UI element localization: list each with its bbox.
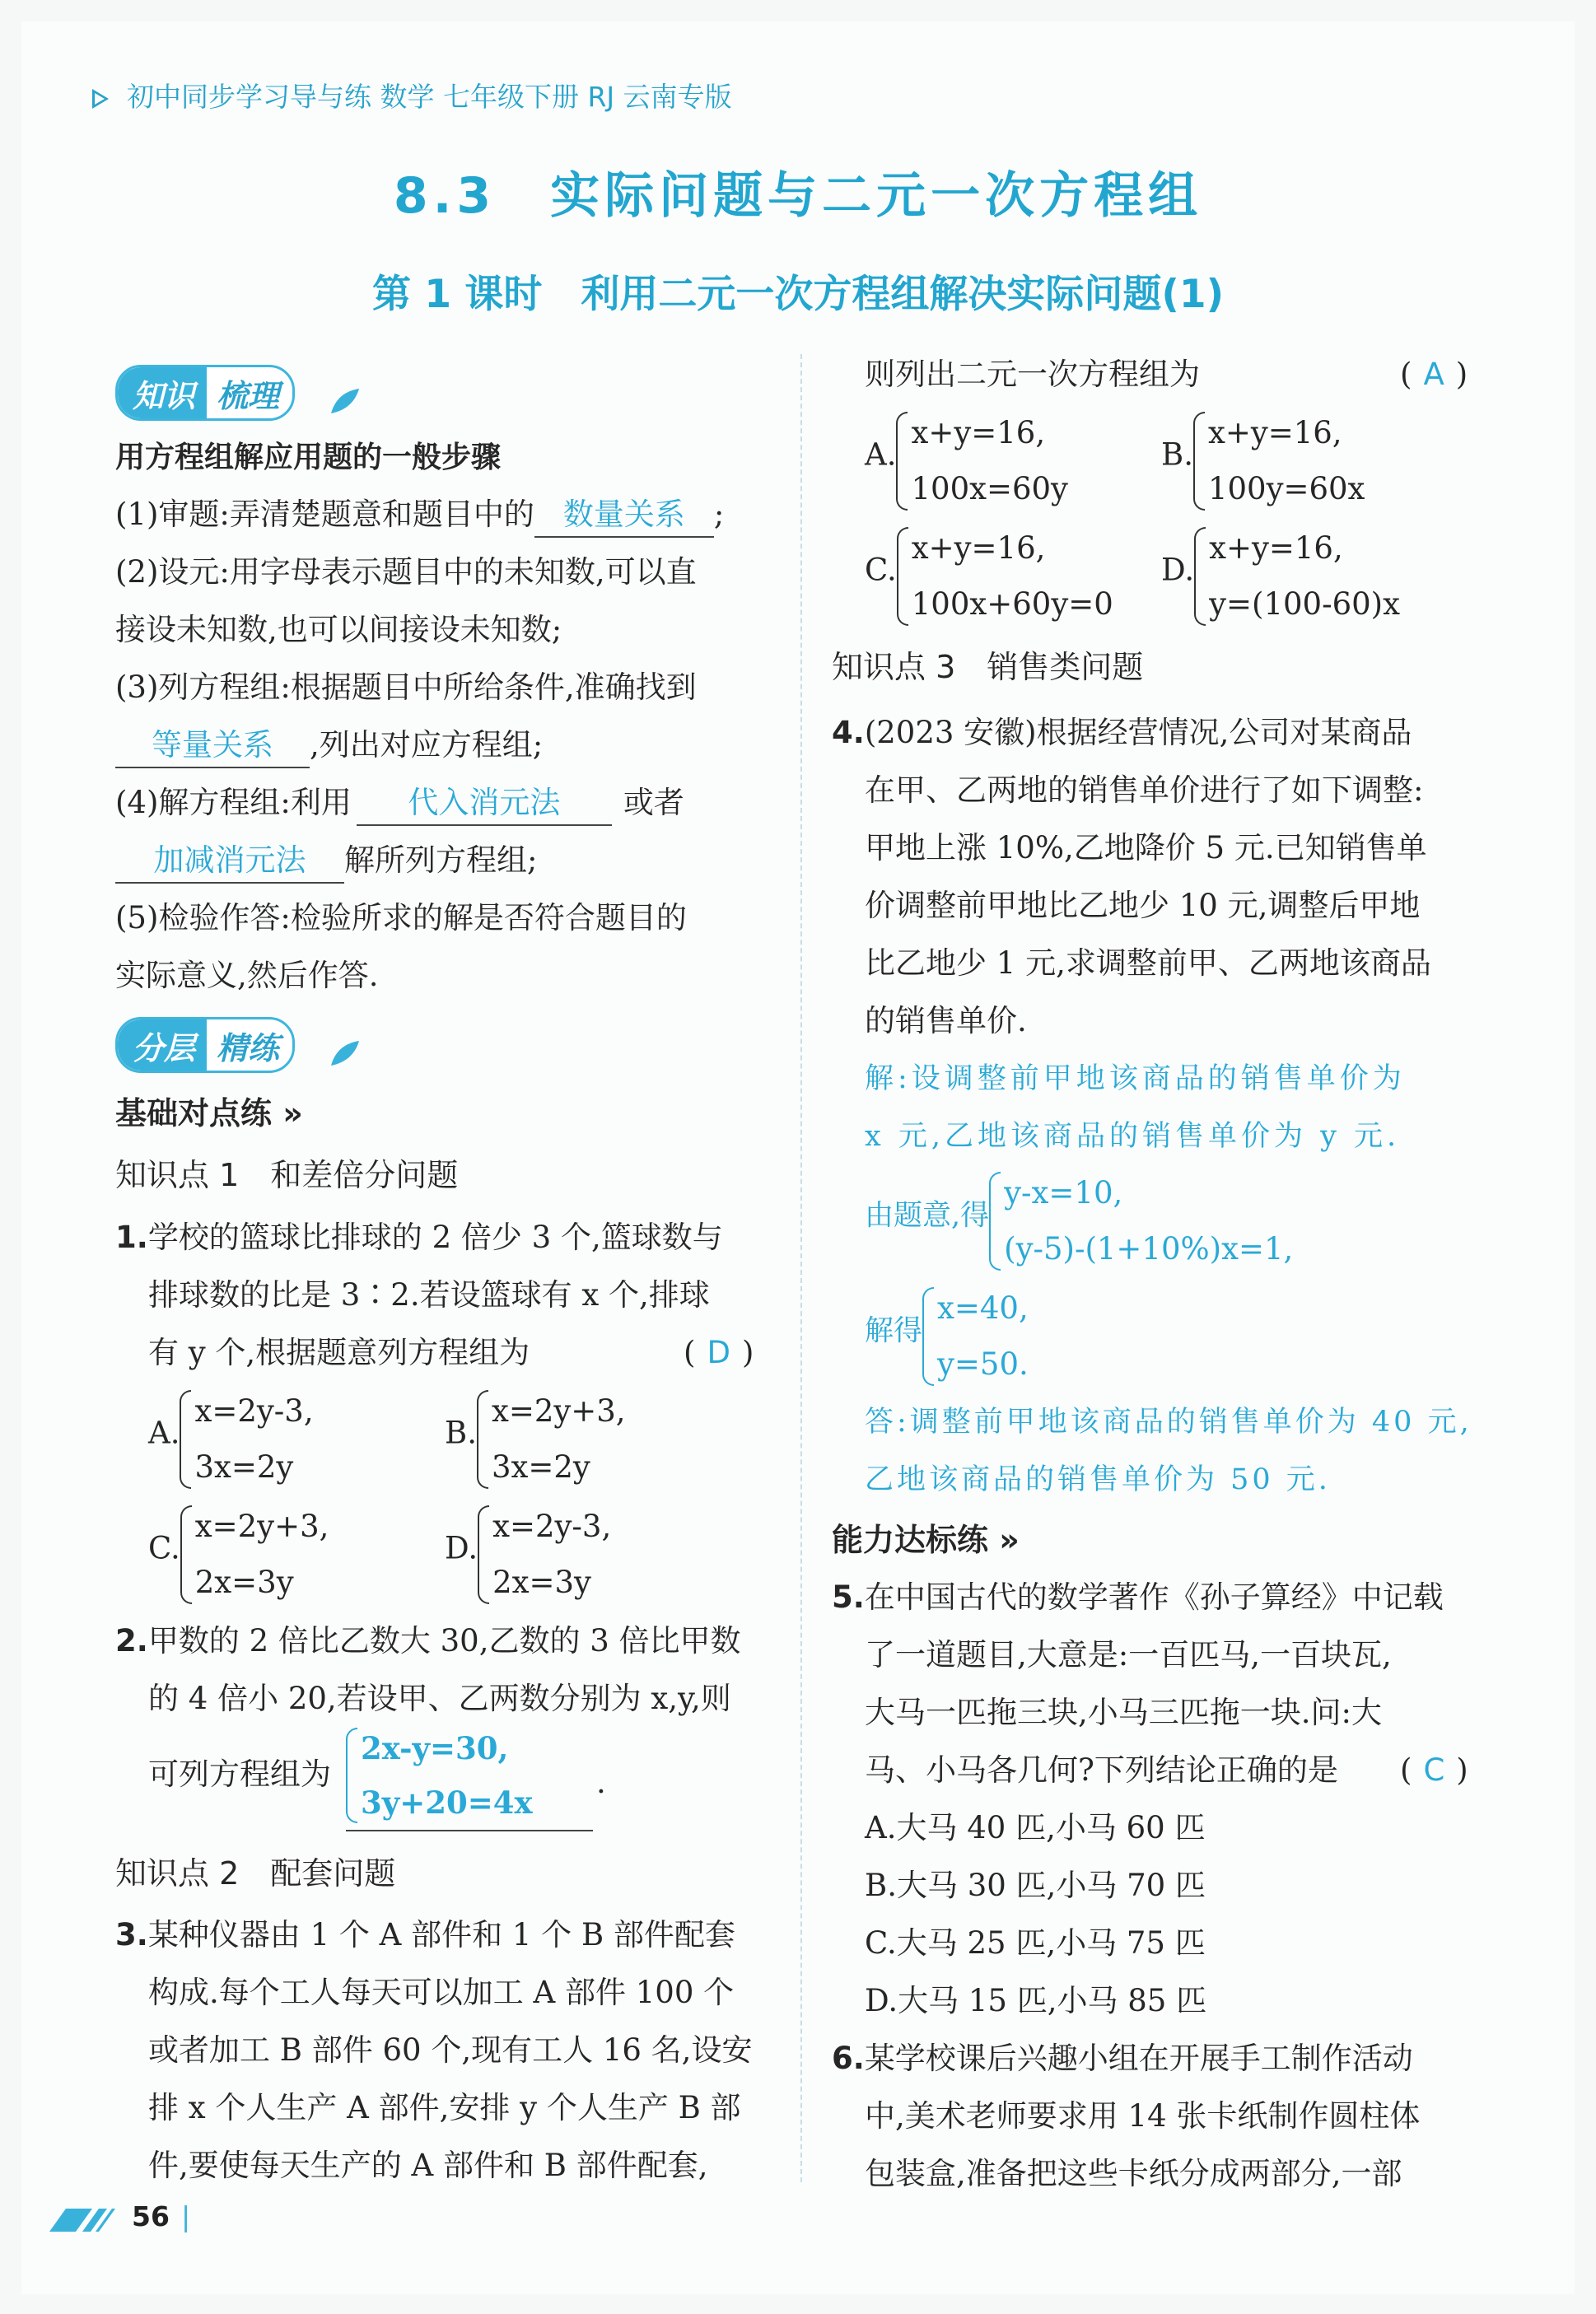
q2-answer: 2x-y=30, 3y+20=4x: [346, 1721, 593, 1831]
knowledge-point-3: 知识点 3 销售类问题: [832, 649, 1144, 685]
q4-solution-answer-1: 答:调整前甲地该商品的销售单价为 40 元,: [865, 1406, 1472, 1439]
q5-line2: 了一道题目,大意是:一百匹马,一百块瓦,: [865, 1637, 1392, 1673]
q3-option-b: B. x+y=16, 100y=60x: [1161, 405, 1365, 517]
q4-solution-answer-2: 乙地该商品的销售单价为 50 元.: [865, 1463, 1331, 1496]
q2-line2: 的 4 倍小 20,若设甲、乙两数分别为 x,y,则: [148, 1681, 731, 1716]
step-4b: 加减消元法 解所列方程组;: [115, 832, 537, 889]
q2-period: .: [596, 1765, 606, 1800]
q1-option-a: A. x=2y-3, 3x=2y: [148, 1383, 314, 1495]
q3-line3: 或者加工 B 部件 60 个,现有工人 16 名,设安: [148, 2032, 753, 2068]
q6-line1: 6.某学校课后兴趣小组在开展手工制作活动: [832, 2041, 1413, 2076]
badge-left-text: 分层: [118, 1019, 207, 1071]
q1-answer: ( D ): [684, 1335, 754, 1370]
step-3b: 等量关系 ,列出对应方程组;: [115, 716, 543, 774]
q5-line3: 大马一匹拖三块,小马三匹拖一块.问:大: [865, 1695, 1382, 1730]
section-title: 8.3 实际问题与二元一次方程组: [393, 167, 1203, 225]
q3-line4: 排 x 个人生产 A 部件,安排 y 个人生产 B 部: [148, 2090, 741, 2125]
badge-left-text: 知识: [118, 367, 207, 418]
q6-line3: 包装盒,准备把这些卡纸分成两部分,一部: [865, 2156, 1402, 2191]
q2-line1: 2.甲数的 2 倍比乙数大 30,乙数的 3 倍比甲数: [115, 1623, 741, 1659]
q4-line2: 在甲、乙两地的销售单价进行了如下调整:: [865, 772, 1424, 808]
step-1: (1)审题:弄清楚题意和题目中的 数量关系 ;: [115, 486, 724, 544]
q1-line3: 有 y 个,根据题意列方程组为: [148, 1335, 530, 1370]
q5-line1: 5.在中国古代的数学著作《孙子算经》中记载: [832, 1579, 1444, 1615]
q5-option-a: A.大马 40 匹,小马 60 匹: [865, 1810, 1206, 1845]
step-2a: (2)设元:用字母表示题目中的未知数,可以直: [115, 554, 697, 590]
column-divider: [800, 354, 802, 2182]
step3-answer: 等量关系: [115, 724, 310, 768]
q4-line6: 的销售单价.: [865, 1003, 1027, 1038]
step-5a: (5)检验作答:检验所求的解是否符合题目的: [115, 900, 687, 935]
q4-solution-system: 由题意,得 y-x=10, (y-5)-(1+10%)x=1,: [865, 1165, 1293, 1277]
step-3a: (3)列方程组:根据题目中所给条件,准确找到: [115, 669, 697, 705]
leaf-icon: [328, 1039, 361, 1069]
step1-answer: 数量关系: [534, 493, 714, 538]
step-5b: 实际意义,然后作答.: [115, 958, 379, 993]
q4-line5: 比乙地少 1 元,求调整前甲、乙两地该商品: [865, 945, 1431, 981]
step-4a: (4)解方程组:利用 代入消元法 或者: [115, 774, 684, 832]
q1-line2: 排球数的比是 3∶2.若设篮球有 x 个,排球: [148, 1277, 710, 1313]
step4-answer-2: 加减消元法: [115, 839, 344, 884]
q3-answer: ( A ): [1400, 357, 1468, 392]
double-chevron-icon: »: [988, 1522, 1020, 1558]
q3-option-d: D. x+y=16, y=(100-60)x: [1161, 520, 1400, 632]
leaf-icon: [328, 387, 361, 417]
q6-line2: 中,美术老师要求用 14 张卡纸制作圆柱体: [865, 2098, 1421, 2134]
q3-line5: 件,要使每天生产的 A 部件和 B 部件配套,: [148, 2148, 708, 2183]
q5-option-c: C.大马 25 匹,小马 75 匹: [865, 1925, 1206, 1961]
q4-solution-2: x 元,乙地该商品的销售单价为 y 元.: [865, 1120, 1401, 1153]
steps-heading: 用方程组解应用题的一般步骤: [115, 441, 502, 474]
q3-option-a: A. x+y=16, 100x=60y: [865, 405, 1068, 517]
q3-option-c: C. x+y=16, 100x+60y=0: [865, 520, 1113, 632]
basic-practice-heading: 基础对点练 »: [115, 1095, 303, 1131]
badge-right-text: 精练: [217, 1029, 280, 1066]
lesson-subtitle: 第 1 课时 利用二元一次方程组解决实际问题(1): [371, 272, 1225, 317]
q5-option-d: D.大马 15 匹,小马 85 匹: [865, 1983, 1207, 2018]
step-2b: 接设未知数,也可以间接设未知数;: [115, 612, 562, 647]
q1-line1: 1.学校的篮球比排球的 2 倍少 3 个,篮球数与: [115, 1220, 723, 1255]
double-chevron-icon: »: [272, 1095, 303, 1131]
header-text: 初中同步学习导与练 数学 七年级下册 RJ 云南专版: [127, 81, 732, 113]
knowledge-point-1: 知识点 1 和差倍分问题: [115, 1157, 459, 1193]
q4-line4: 价调整前甲地比乙地少 10 元,调整后甲地: [865, 888, 1421, 923]
q4-line1: 4.(2023 安徽)根据经营情况,公司对某商品: [832, 715, 1412, 750]
book-header: [92, 76, 732, 114]
q2-line3: 可列方程组为: [148, 1756, 331, 1792]
badge-right-text: 梳理: [217, 377, 280, 414]
q1-option-d: D. x=2y-3, 2x=3y: [445, 1499, 611, 1611]
practice-badge: [115, 1017, 295, 1073]
q1-option-b: B. x=2y+3, 3x=2y: [445, 1383, 626, 1495]
q3-line1: 3.某种仪器由 1 个 A 部件和 1 个 B 部件配套: [115, 1917, 735, 1952]
page-stripe-icon: [49, 2207, 115, 2233]
play-triangle-icon: [92, 89, 109, 109]
knowledge-review-badge: [115, 365, 295, 421]
q5-option-b: B.大马 30 匹,小马 70 匹: [865, 1868, 1206, 1903]
q4-solution-result: 解得 x=40, y=50.: [865, 1281, 1029, 1393]
q1-option-c: C. x=2y+3, 2x=3y: [148, 1499, 329, 1611]
q3-line6: 则列出二元一次方程组为: [865, 357, 1200, 392]
q5-answer: ( C ): [1400, 1752, 1468, 1788]
step4-answer-1: 代入消元法: [357, 781, 612, 826]
q4-solution-1: 解:设调整前甲地该商品的销售单价为: [865, 1062, 1406, 1095]
q3-line2: 构成.每个工人每天可以加工 A 部件 100 个: [148, 1975, 735, 2010]
q4-line3: 甲地上涨 10%,乙地降价 5 元.已知销售单: [865, 830, 1427, 865]
knowledge-point-2: 知识点 2 配套问题: [115, 1855, 396, 1892]
q5-line4: 马、小马各几何?下列结论正确的是: [865, 1752, 1338, 1788]
ability-practice-heading: 能力达标练 »: [832, 1522, 1020, 1558]
page-number: 56 |: [132, 2200, 191, 2232]
